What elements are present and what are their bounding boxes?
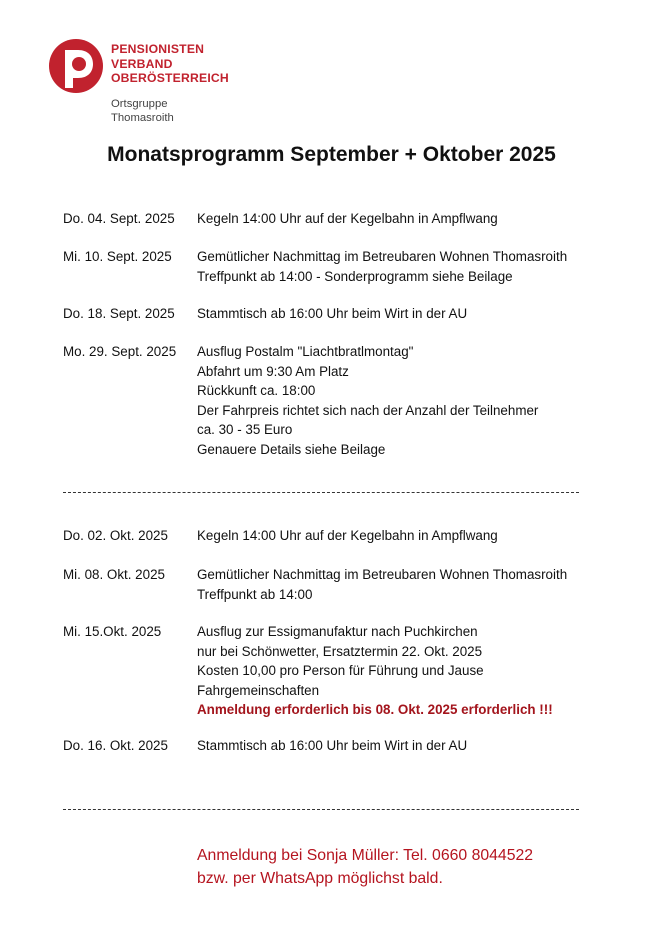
event-description <box>197 736 627 756</box>
event-date: Mi. 10. Sept. 2025 <box>63 249 172 264</box>
local-group-line: Thomasroith <box>111 111 174 124</box>
event-date: Mi. 15.Okt. 2025 <box>63 624 162 639</box>
event-line: nur bei Schönwetter, Ersatztermin 22. Okt. 2025 <box>197 643 483 659</box>
event-line: Gemütlicher Nachmittag im Betreubaren Wohnen Thomasroith <box>197 567 568 582</box>
local-group-line: Ortsgruppe <box>111 98 168 110</box>
event-line: Treffpunkt ab 14:00 <box>197 586 313 602</box>
event-line: Kosten 10,00 pro Person für Führung und Jause <box>197 663 484 678</box>
event-description <box>197 209 627 229</box>
event-description <box>197 304 627 324</box>
org-name-line: OBERÖSTERREICH <box>111 71 229 85</box>
event-line: Kegeln 14:00 Uhr auf der Kegelbahn in Ampflwang <box>197 211 498 226</box>
contact-info <box>197 845 533 890</box>
section-divider <box>63 809 579 810</box>
registration-alert: Anmeldung erforderlich bis 08. Okt. 2025 erforderlich !!! <box>197 702 553 717</box>
contact-line: bzw. per WhatsApp möglichst bald. <box>197 869 443 887</box>
p-circle-logo-icon <box>48 38 104 94</box>
contact-line: Anmeldung bei Sonja Müller: Tel. 0660 8044522 <box>197 847 534 864</box>
event-line: Rückkunft ca. 18:00 <box>197 383 316 398</box>
event-date: Do. 02. Okt. 2025 <box>63 528 168 543</box>
local-group <box>111 98 174 125</box>
event-date: Do. 04. Sept. 2025 <box>63 211 175 226</box>
event-date: Do. 18. Sept. 2025 <box>63 306 175 321</box>
event-date: Mi. 08. Okt. 2025 <box>63 567 165 582</box>
event-description <box>197 342 627 459</box>
event-line: ca. 30 - 35 Euro <box>197 422 293 437</box>
event-line: Fahrgemeinschaften <box>197 682 320 698</box>
event-description <box>197 565 627 604</box>
org-name-line: VERBAND <box>111 56 173 71</box>
event-line: Gemütlicher Nachmittag im Betreubaren Wohnen Thomasroith <box>197 249 568 264</box>
event-description <box>197 247 627 286</box>
event-line: Ausflug zur Essigmanufaktur nach Puchkirchen <box>197 624 478 639</box>
event-date: Mo. 29. Sept. 2025 <box>63 344 177 359</box>
event-line: Stammtisch ab 16:00 Uhr beim Wirt in der AU <box>197 306 468 321</box>
event-line: Stammtisch ab 16:00 Uhr beim Wirt in der AU <box>197 738 468 753</box>
org-name <box>111 42 229 86</box>
event-line: Ausflug Postalm "Liachtbratlmontag" <box>197 344 414 359</box>
event-line: Genauere Details siehe Beilage <box>197 441 386 457</box>
event-line: Kegeln 14:00 Uhr auf der Kegelbahn in Ampflwang <box>197 528 498 543</box>
org-name-line: PENSIONISTEN <box>111 42 205 56</box>
page-title: Monatsprogramm September + Oktober 2025 <box>107 143 556 166</box>
event-line: Der Fahrpreis richtet sich nach der Anzahl der Teilnehmer <box>197 402 539 418</box>
event-line: Treffpunkt ab 14:00 - Sonderprogramm siehe Beilage <box>197 268 513 284</box>
event-line: Abfahrt um 9:30 Am Platz <box>197 363 349 379</box>
event-description <box>197 526 627 546</box>
event-description <box>197 622 627 720</box>
event-date: Do. 16. Okt. 2025 <box>63 738 168 753</box>
section-divider <box>63 492 579 493</box>
